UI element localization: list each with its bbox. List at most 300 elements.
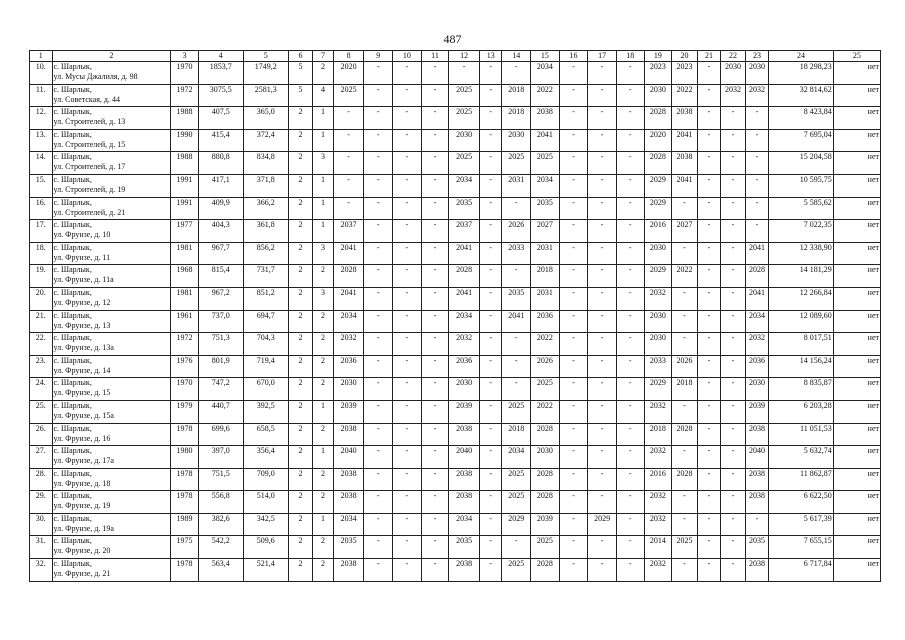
- data-cell: 6 622,50: [769, 491, 833, 514]
- data-cell: -: [721, 287, 746, 310]
- column-header: 13: [479, 51, 502, 62]
- data-cell: -: [393, 62, 422, 85]
- data-cell: -: [697, 559, 721, 582]
- data-cell: 1972: [171, 84, 199, 107]
- data-cell: -: [616, 400, 644, 423]
- data-cell: 1976: [171, 355, 199, 378]
- row-number: 11.: [30, 84, 53, 107]
- status-cell: нет: [833, 129, 880, 152]
- data-cell: -: [421, 197, 449, 220]
- data-cell: 2030: [449, 129, 480, 152]
- data-cell: -: [364, 265, 393, 288]
- status-cell: нет: [833, 400, 880, 423]
- data-cell: -: [616, 197, 644, 220]
- table-row: [30, 62, 881, 85]
- data-cell: 2025: [449, 84, 480, 107]
- data-cell: -: [588, 152, 617, 175]
- data-cell: 2028: [745, 265, 769, 288]
- status-cell: нет: [833, 310, 880, 333]
- data-cell: 2038: [745, 468, 769, 491]
- data-cell: 2041: [745, 287, 769, 310]
- data-cell: -: [364, 333, 393, 356]
- data-cell: -: [616, 355, 644, 378]
- data-cell: 12 266,84: [769, 287, 833, 310]
- data-cell: 2: [313, 378, 333, 401]
- address-cell: [52, 174, 171, 197]
- data-cell: 2025: [672, 536, 698, 559]
- data-cell: -: [559, 559, 588, 582]
- data-cell: 2030: [745, 62, 769, 85]
- row-number: 18.: [30, 242, 53, 265]
- data-cell: -: [393, 468, 422, 491]
- data-cell: 1: [313, 446, 333, 469]
- data-cell: -: [697, 62, 721, 85]
- data-cell: 2023: [644, 62, 672, 85]
- data-cell: -: [479, 62, 502, 85]
- table-row: [30, 491, 881, 514]
- data-cell: 2: [288, 355, 313, 378]
- data-cell: 2030: [502, 129, 531, 152]
- data-cell: 1991: [171, 197, 199, 220]
- data-cell: 2029: [644, 174, 672, 197]
- data-cell: 1749,2: [243, 62, 288, 85]
- data-cell: 382,6: [198, 513, 243, 536]
- data-cell: 1978: [171, 559, 199, 582]
- data-cell: -: [364, 468, 393, 491]
- row-number: 19.: [30, 265, 53, 288]
- data-cell: 1981: [171, 287, 199, 310]
- data-cell: -: [697, 84, 721, 107]
- data-cell: 2034: [502, 446, 531, 469]
- address-settlement: с. Шарлык,: [53, 84, 92, 94]
- data-cell: 12 338,90: [769, 242, 833, 265]
- data-cell: 2: [313, 355, 333, 378]
- data-cell: -: [588, 265, 617, 288]
- data-cell: -: [697, 152, 721, 175]
- data-cell: 2031: [502, 174, 531, 197]
- data-cell: -: [697, 423, 721, 446]
- data-cell: 2032: [644, 446, 672, 469]
- data-cell: 2: [288, 174, 313, 197]
- data-cell: 2: [288, 446, 313, 469]
- data-cell: 737,0: [198, 310, 243, 333]
- address-settlement: с. Шарлык,: [53, 220, 92, 230]
- table-row: [30, 513, 881, 536]
- data-cell: -: [616, 513, 644, 536]
- data-cell: 2032: [644, 287, 672, 310]
- data-cell: -: [616, 559, 644, 582]
- data-cell: -: [364, 197, 393, 220]
- data-cell: -: [616, 220, 644, 243]
- address-settlement: с. Шарлык,: [53, 513, 92, 523]
- data-cell: 2030: [721, 62, 746, 85]
- status-cell: нет: [833, 559, 880, 582]
- data-cell: -: [745, 129, 769, 152]
- data-cell: 2018: [502, 423, 531, 446]
- data-cell: -: [588, 536, 617, 559]
- data-cell: -: [588, 423, 617, 446]
- data-cell: 2035: [333, 536, 364, 559]
- data-cell: -: [721, 378, 746, 401]
- data-cell: 2034: [531, 62, 560, 85]
- data-cell: -: [393, 197, 422, 220]
- data-cell: 11 862,87: [769, 468, 833, 491]
- data-cell: -: [672, 559, 698, 582]
- data-cell: -: [697, 378, 721, 401]
- data-cell: 2: [313, 536, 333, 559]
- data-cell: 2025: [333, 84, 364, 107]
- data-cell: 2026: [672, 355, 698, 378]
- data-cell: -: [559, 400, 588, 423]
- column-header: 25: [833, 51, 880, 62]
- data-cell: 2034: [333, 513, 364, 536]
- data-cell: 2038: [745, 559, 769, 582]
- data-cell: 2028: [644, 107, 672, 130]
- data-cell: 1978: [171, 423, 199, 446]
- column-header: 14: [502, 51, 531, 62]
- row-number: 28.: [30, 468, 53, 491]
- data-cell: 2025: [531, 378, 560, 401]
- data-cell: -: [421, 446, 449, 469]
- data-cell: -: [721, 536, 746, 559]
- data-cell: -: [721, 491, 746, 514]
- data-cell: 1988: [171, 152, 199, 175]
- data-cell: -: [697, 355, 721, 378]
- data-cell: 1978: [171, 491, 199, 514]
- data-cell: -: [697, 468, 721, 491]
- data-cell: 521,4: [243, 559, 288, 582]
- address-street: ул. Мусы Джалиля, д. 98: [53, 72, 138, 81]
- data-cell: -: [697, 129, 721, 152]
- data-cell: 2035: [502, 287, 531, 310]
- data-cell: -: [479, 287, 502, 310]
- data-cell: -: [745, 197, 769, 220]
- column-header: 7: [313, 51, 333, 62]
- data-cell: 1972: [171, 333, 199, 356]
- data-cell: 2034: [745, 310, 769, 333]
- data-cell: -: [393, 265, 422, 288]
- data-cell: 2022: [672, 84, 698, 107]
- address-cell: [52, 152, 171, 175]
- address-settlement: с. Шарлык,: [53, 559, 92, 569]
- address-street: ул. Строителей, д. 15: [53, 139, 126, 149]
- row-number: 17.: [30, 220, 53, 243]
- data-cell: 2: [288, 491, 313, 514]
- data-cell: 2: [288, 333, 313, 356]
- data-cell: -: [393, 174, 422, 197]
- data-cell: -: [393, 242, 422, 265]
- data-cell: -: [502, 333, 531, 356]
- data-cell: -: [616, 310, 644, 333]
- data-cell: 2: [288, 265, 313, 288]
- data-cell: 1970: [171, 62, 199, 85]
- data-cell: -: [588, 220, 617, 243]
- data-cell: 2023: [672, 62, 698, 85]
- column-header: 15: [531, 51, 560, 62]
- row-number: 26.: [30, 423, 53, 446]
- table-row: [30, 242, 881, 265]
- table-row: [30, 355, 881, 378]
- data-cell: -: [393, 287, 422, 310]
- data-cell: -: [616, 84, 644, 107]
- data-cell: -: [502, 355, 531, 378]
- data-cell: 694,7: [243, 310, 288, 333]
- data-cell: 1979: [171, 400, 199, 423]
- address-cell: [52, 491, 171, 514]
- data-cell: 2027: [531, 220, 560, 243]
- data-cell: -: [364, 107, 393, 130]
- column-header: 12: [449, 51, 480, 62]
- data-cell: 2036: [531, 310, 560, 333]
- table-row: [30, 536, 881, 559]
- data-cell: -: [559, 287, 588, 310]
- data-cell: -: [559, 265, 588, 288]
- data-cell: -: [616, 491, 644, 514]
- address-settlement: с. Шарлык,: [53, 378, 92, 388]
- address-cell: [52, 468, 171, 491]
- address-street: ул. Фрунзе, д. 21: [53, 569, 111, 579]
- data-cell: 417,1: [198, 174, 243, 197]
- data-cell: -: [421, 423, 449, 446]
- data-cell: 2029: [502, 513, 531, 536]
- data-cell: -: [721, 333, 746, 356]
- table-row: [30, 107, 881, 130]
- data-cell: -: [333, 197, 364, 220]
- data-cell: -: [333, 174, 364, 197]
- address-street: ул. Строителей, д. 19: [53, 184, 126, 194]
- data-cell: 6 717,84: [769, 559, 833, 582]
- data-cell: -: [393, 129, 422, 152]
- column-header: 6: [288, 51, 313, 62]
- data-cell: 2040: [449, 446, 480, 469]
- data-cell: -: [745, 513, 769, 536]
- data-cell: 2030: [644, 310, 672, 333]
- data-cell: 2025: [531, 536, 560, 559]
- data-cell: -: [672, 287, 698, 310]
- data-cell: 2035: [449, 536, 480, 559]
- address-street: ул. Фрунзе, д. 12: [53, 297, 111, 307]
- page-number: 487: [443, 32, 462, 46]
- data-cell: -: [479, 423, 502, 446]
- data-cell: 1977: [171, 220, 199, 243]
- address-cell: [52, 536, 171, 559]
- data-cell: -: [559, 174, 588, 197]
- data-cell: -: [721, 310, 746, 333]
- data-cell: 2: [288, 378, 313, 401]
- status-cell: нет: [833, 513, 880, 536]
- data-cell: -: [364, 559, 393, 582]
- row-number: 10.: [30, 62, 53, 85]
- address-settlement: с. Шарлык,: [53, 242, 92, 252]
- table-row: [30, 310, 881, 333]
- data-cell: 2: [288, 107, 313, 130]
- data-cell: -: [364, 84, 393, 107]
- data-cell: -: [393, 536, 422, 559]
- data-cell: -: [479, 400, 502, 423]
- address-settlement: с. Шарлык,: [53, 107, 92, 117]
- column-header: 20: [672, 51, 698, 62]
- data-cell: 440,7: [198, 400, 243, 423]
- data-cell: 751,3: [198, 333, 243, 356]
- address-cell: [52, 400, 171, 423]
- data-cell: 365,0: [243, 107, 288, 130]
- data-cell: 2034: [449, 310, 480, 333]
- data-cell: 415,4: [198, 129, 243, 152]
- data-cell: 2034: [449, 513, 480, 536]
- data-cell: 2030: [449, 378, 480, 401]
- data-cell: -: [697, 513, 721, 536]
- data-cell: -: [559, 129, 588, 152]
- data-cell: -: [393, 220, 422, 243]
- address-cell: [52, 559, 171, 582]
- data-cell: 2022: [531, 333, 560, 356]
- data-cell: 2038: [333, 468, 364, 491]
- data-cell: -: [559, 152, 588, 175]
- data-cell: 2032: [745, 84, 769, 107]
- data-cell: 2: [288, 129, 313, 152]
- data-cell: -: [479, 265, 502, 288]
- table-row: [30, 197, 881, 220]
- data-cell: 32 814,62: [769, 84, 833, 107]
- data-cell: -: [421, 491, 449, 514]
- data-cell: -: [588, 310, 617, 333]
- table-row: [30, 400, 881, 423]
- data-cell: 7 022,35: [769, 220, 833, 243]
- row-number: 25.: [30, 400, 53, 423]
- data-cell: -: [588, 491, 617, 514]
- data-cell: 2: [313, 491, 333, 514]
- data-cell: 6 203,28: [769, 400, 833, 423]
- data-cell: 2041: [333, 287, 364, 310]
- data-cell: 397,0: [198, 446, 243, 469]
- data-cell: -: [697, 107, 721, 130]
- data-cell: -: [672, 513, 698, 536]
- column-header: 22: [721, 51, 746, 62]
- data-cell: -: [364, 378, 393, 401]
- data-cell: 2025: [502, 152, 531, 175]
- data-cell: 2016: [644, 468, 672, 491]
- data-cell: 372,4: [243, 129, 288, 152]
- data-cell: -: [479, 129, 502, 152]
- table-row: [30, 129, 881, 152]
- row-number: 15.: [30, 174, 53, 197]
- data-cell: 371,8: [243, 174, 288, 197]
- data-cell: -: [479, 559, 502, 582]
- data-cell: 880,8: [198, 152, 243, 175]
- address-street: ул. Фрунзе, д. 20: [53, 546, 111, 556]
- data-cell: -: [721, 446, 746, 469]
- data-cell: -: [393, 559, 422, 582]
- data-cell: 2041: [449, 287, 480, 310]
- data-cell: 1990: [171, 129, 199, 152]
- data-cell: 2034: [333, 310, 364, 333]
- data-cell: -: [421, 265, 449, 288]
- data-cell: -: [421, 355, 449, 378]
- address-cell: [52, 423, 171, 446]
- data-cell: -: [588, 107, 617, 130]
- data-cell: -: [479, 491, 502, 514]
- data-cell: 1: [313, 400, 333, 423]
- status-cell: нет: [833, 287, 880, 310]
- data-cell: -: [672, 333, 698, 356]
- status-cell: нет: [833, 152, 880, 175]
- data-cell: 856,2: [243, 242, 288, 265]
- data-cell: 2041: [672, 129, 698, 152]
- data-cell: 2028: [531, 491, 560, 514]
- address-street: ул. Фрунзе, д. 13: [53, 320, 111, 330]
- data-cell: 2031: [531, 242, 560, 265]
- data-cell: -: [479, 355, 502, 378]
- data-cell: -: [616, 174, 644, 197]
- data-cell: 719,4: [243, 355, 288, 378]
- data-cell: -: [393, 310, 422, 333]
- data-cell: 2033: [502, 242, 531, 265]
- table-row: [30, 152, 881, 175]
- row-number: 32.: [30, 559, 53, 582]
- address-cell: [52, 333, 171, 356]
- data-cell: 2: [288, 242, 313, 265]
- data-cell: -: [697, 310, 721, 333]
- data-cell: -: [616, 265, 644, 288]
- status-cell: нет: [833, 265, 880, 288]
- data-cell: 747,2: [198, 378, 243, 401]
- table-row: [30, 220, 881, 243]
- data-cell: 563,4: [198, 559, 243, 582]
- column-header: 8: [333, 51, 364, 62]
- data-cell: 14 156,24: [769, 355, 833, 378]
- data-cell: -: [364, 310, 393, 333]
- data-cell: 2030: [644, 242, 672, 265]
- data-cell: -: [721, 220, 746, 243]
- data-cell: 2039: [531, 513, 560, 536]
- data-cell: 2038: [449, 491, 480, 514]
- data-cell: -: [364, 513, 393, 536]
- data-cell: -: [559, 310, 588, 333]
- data-cell: 8 017,51: [769, 333, 833, 356]
- status-cell: нет: [833, 174, 880, 197]
- data-cell: -: [364, 129, 393, 152]
- data-cell: -: [479, 333, 502, 356]
- data-cell: -: [421, 287, 449, 310]
- data-cell: 2030: [644, 84, 672, 107]
- status-cell: нет: [833, 62, 880, 85]
- data-cell: 392,5: [243, 400, 288, 423]
- data-cell: -: [721, 400, 746, 423]
- data-cell: -: [588, 355, 617, 378]
- data-cell: 815,4: [198, 265, 243, 288]
- data-cell: -: [364, 491, 393, 514]
- data-cell: -: [421, 310, 449, 333]
- data-cell: -: [364, 446, 393, 469]
- data-cell: -: [421, 242, 449, 265]
- row-number: 12.: [30, 107, 53, 130]
- data-cell: -: [421, 62, 449, 85]
- data-cell: -: [421, 536, 449, 559]
- data-cell: -: [502, 536, 531, 559]
- data-cell: -: [559, 446, 588, 469]
- data-cell: 2025: [502, 491, 531, 514]
- data-cell: 2: [288, 152, 313, 175]
- status-cell: нет: [833, 468, 880, 491]
- data-cell: 2038: [449, 559, 480, 582]
- address-street: ул. Фрунзе, д. 17а: [53, 456, 114, 466]
- data-cell: -: [616, 107, 644, 130]
- data-cell: 2020: [333, 62, 364, 85]
- data-cell: -: [393, 152, 422, 175]
- data-cell: 5 617,39: [769, 513, 833, 536]
- data-cell: 366,2: [243, 197, 288, 220]
- data-cell: 2029: [588, 513, 617, 536]
